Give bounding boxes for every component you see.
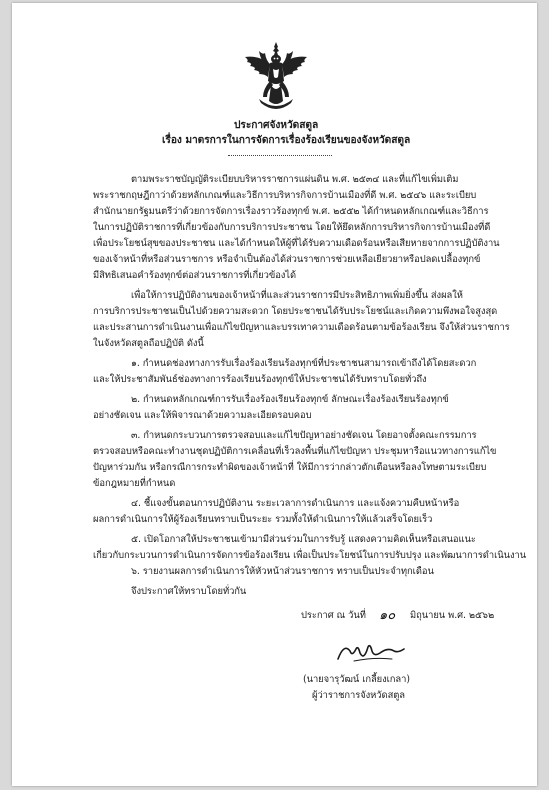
garuda-emblem-icon: [241, 41, 311, 113]
paragraph-2-line: การบริการประชาชนเป็นไปด้วยความสะดวก โดยประชาชนได้รับประโยชน์และเกิดความพึงพอใจสูงสุด: [93, 306, 498, 317]
measure-item-1: และให้ประชาสัมพันธ์ช่องทางการร้องเรียนร้องทุกข์ให้ประชาชนได้รับทราบโดยทั่วถึง: [93, 374, 427, 385]
issuer-title: ประกาศจังหวัดสตูล: [234, 120, 319, 131]
closing-statement: จึงประกาศให้ทราบโดยทั่วกัน: [131, 586, 247, 597]
paragraph-1-line: ตามพระราชบัญญัติระเบียบบริหารราชการแผ่นดิน พ.ศ. ๒๕๓๔ และที่แก้ไขเพิ่มเติม: [131, 174, 459, 185]
document-page: [12, 3, 537, 786]
date-prefix: ประกาศ ณ วันที่: [301, 610, 366, 621]
paragraph-1-line: พระราชกฤษฎีกาว่าด้วยหลักเกณฑ์และวิธีการบริหารกิจการบ้านเมืองที่ดี พ.ศ. ๒๕๔๖ และระเบียบ: [93, 190, 477, 201]
measure-item-6: ๖. รายงานผลการดำเนินการให้หัวหน้าส่วนราชการ ทราบเป็นประจำทุกเดือน: [131, 566, 434, 577]
paragraph-2-line: และประสานการดำเนินงานเพื่อแก้ไขปัญหาและบรรเทาความเดือดร้อนตามข้อร้องเรียน จึงให้ส่วนราชการ: [93, 322, 510, 333]
date-month-year: มิถุนายน พ.ศ. ๒๕๖๒: [410, 610, 495, 621]
paragraph-1-line: เพื่อประโยชน์สุขของประชาชน และได้กำหนดให้ผู้ที่ได้รับความเดือดร้อนหรือเสียหายจากการปฏิบัติงาน: [93, 238, 500, 249]
paragraph-1-line: ในการปฏิบัติราชการที่เกี่ยวข้องกับการบริการประชาชน โดยให้ยึดหลักการบริหารกิจการบ้านเมืองที่ดี: [93, 222, 491, 233]
measure-item-4: ผลการดำเนินการให้ผู้ร้องเรียนทราบเป็นระยะ รวมทั้งให้ดำเนินการให้แล้วเสร็จโดยเร็ว: [93, 514, 433, 525]
measure-item-2: ๒. กำหนดหลักเกณฑ์การรับเรื่องร้องเรียนร้องทุกข์ ลักษณะเรื่องร้องเรียนร้องทุกข์: [131, 394, 449, 405]
paragraph-1-line: สำนักนายกรัฐมนตรีว่าด้วยการจัดการเรื่องราวร้องทุกข์ พ.ศ. ๒๕๕๒ ได้กำหนดหลักเกณฑ์และวิธีการ: [93, 206, 489, 217]
measure-item-3: ปัญหาร่วมกัน หรือกรณีการกระทำผิดของเจ้าหน้าที่ ให้มีการว่ากล่าวตักเตือนหรือลงโทษตามระเบียบ: [93, 462, 487, 473]
signatory-position: ผู้ว่าราชการจังหวัดสตูล: [312, 690, 405, 701]
subject-line: เรื่อง มาตรการในการจัดการเรื่องร้องเรียนของจังหวัดสตูล: [162, 135, 411, 146]
measure-item-3: ตรวจสอบหรือคณะทำงานชุดปฏิบัติการเคลื่อนที่เร็วลงพื้นที่แก้ไขปัญหา ประชุมหารือแนวทางการแก้ไข: [93, 446, 497, 457]
measure-item-5: เกี่ยวกับกระบวนการดำเนินการจัดการข้อร้องเรียน เพื่อเป็นประโยชน์ในการปรับปรุง และพัฒนาการดำเนินงาน: [93, 550, 527, 561]
paragraph-1-line: มีสิทธิเสนอคำร้องทุกข์ต่อส่วนราชการที่เกี่ยวข้องได้: [93, 270, 297, 281]
measure-item-1: ๑. กำหนดช่องทางการรับเรื่องร้องเรียนร้องทุกข์ที่ประชาชนสามารถเข้าถึงได้โดยสะดวก: [131, 358, 477, 369]
measure-item-3: ข้อกฎหมายที่กำหนด: [93, 478, 176, 489]
signatory-name: (นายจารุวัฒน์ เกลี้ยงเกลา): [303, 674, 410, 685]
paragraph-2-line: ในจังหวัดสตูลถือปฏิบัติ ดังนี้: [93, 338, 204, 349]
handwritten-day: ๑๐: [379, 608, 396, 623]
title-divider: [228, 155, 332, 156]
measure-item-2: อย่างชัดเจน และให้พิจารณาด้วยความละเอียดรอบคอบ: [93, 410, 312, 421]
paragraph-2-line: เพื่อให้การปฏิบัติงานของเจ้าหน้าที่และส่วนราชการมีประสิทธิภาพเพิ่มยิ่งขึ้น ส่งผลให้: [131, 290, 463, 301]
measure-item-4: ๔. ชี้แจงขั้นตอนการปฏิบัติงาน ระยะเวลาการดำเนินการ และแจ้งความคืบหน้าหรือ: [131, 498, 460, 509]
measure-item-5: ๕. เปิดโอกาสให้ประชาชนเข้ามามีส่วนร่วมในการรับรู้ แสดงความคิดเห็นหรือเสนอแนะ: [131, 534, 476, 545]
paragraph-1-line: ของเจ้าหน้าที่หรือส่วนราชการ หรือจำเป็นต้องได้ส่วนราชการช่วยเหลือเยียวยาหรือปลดเปลื้องทุกข์: [93, 254, 481, 265]
measure-item-3: ๓. กำหนดกระบวนการตรวจสอบและแก้ไขปัญหาอย่างชัดเจน โดยอาจตั้งคณะกรรมการ: [131, 430, 477, 441]
handwritten-signature-icon: [334, 637, 408, 667]
